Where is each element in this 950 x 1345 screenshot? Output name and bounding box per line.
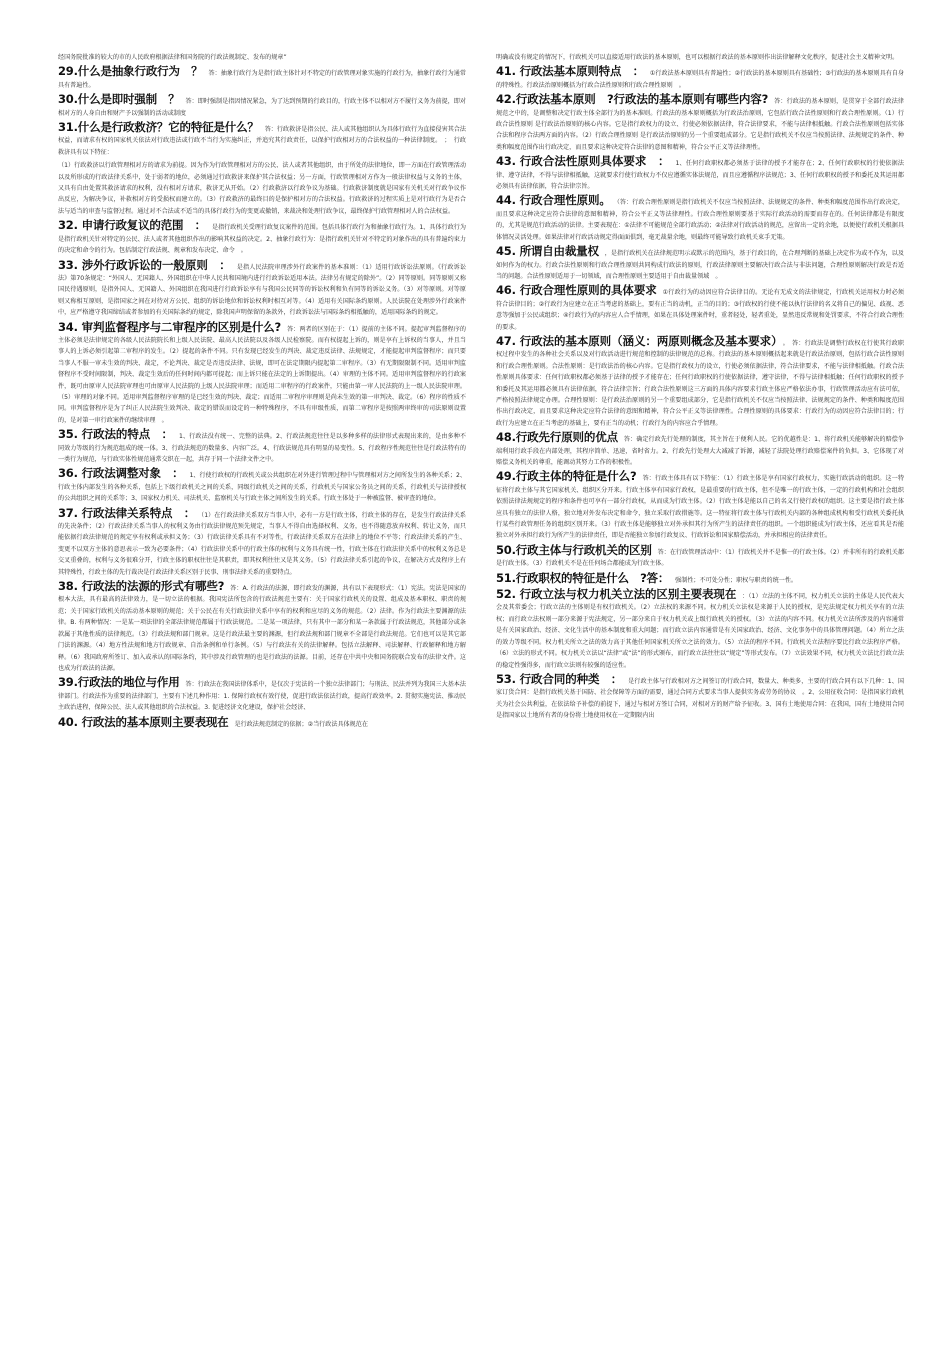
question-heading: 31.什么是行政救济？它的特征是什么？: [58, 120, 259, 135]
question-heading: 51.行政职权的特征是什么 ?答：: [496, 570, 670, 585]
question-paragraph: [496, 333, 904, 429]
question-paragraph: [496, 195, 904, 243]
question-paragraph: [58, 468, 466, 504]
answer-text: 答：在行政管理活动中：（1）行政机关并不是惟一的行政主体。（2）并非所有的行政机关都是行政主体。（3）行政机关不是在任何场合都能成为行政主体。: [496, 548, 904, 568]
question-paragraph: [58, 220, 466, 256]
answer-text: （答：行政合理性原则是指行政机关不仅应当按照法律、法规规定的条件、种类和幅度范围作出行政决定，而且要求这种决定应符合法律的意图和精神，符合公平正义等法律理性。行政合理性原则要基于实际行政活动的需要而存在的。任何法律都是有限度的，尤其是规范行政活动的法律。主要表现在：①法律不可能规范全部行政活动；②法律对行政活动的规范，应留出一定的余地，以便使行政机关根据具体情况灵活处理。如果法律对行政活动规定得面面俱到，毫无裁量余地，则最终可能导致行政机关束手无策。: [496, 199, 904, 241]
question-paragraph: [496, 66, 904, 91]
answer-text: ：（1）立法的主体不同，权力机关立法的主体是人民代表大会及其常委会；行政立法的主体则是有权行政机关。（2）立法权的来源不同。权力机关立法权是来源于人民的授权，是宪法规定权力机关享有的立法权；而行政立法权则一部分来源于宪法规定，另一部分来自于权力机关或上级行政机关的授权。（3）立法的内容不同。权力机关立法所涉及的内容通常是有关国家政治、经济、文化生活中的基本制度和重大问题；而行政立法内容通常是有关国家政治、经济、文化事务中的具体管理问题。（4）所立之法的效力等级不同。权力机关所立之法的效力高于其他任何国家机关所立之法的效力。（5）立法的程序不同。行政机关立法程序要比行政立法程序严格。（6）立法的形式不同。权力机关立法以“法律”或“法”的形式颁布，而行政立法往往以“规定”等形式发布。（7）立法效果不同，权力机关立法比行政立法的稳定性强得多，而行政立法则有较强的适应性。: [496, 593, 904, 669]
answer-text: 1、行使行政权的行政机关或公共组织在对外进行管理过程中与管理相对方之间所发生的各种关系；2、行政主体内部发生的各种关系，包括上下级行政机关之间的关系，同级行政机关之间的关系，行政机关与国家公务员之间的关系，行政机关与法律授权的公共组织之间的关系等；3、国家权力机关、司法机关、监察机关与行政主体之间所发生的关系。行政主体处于一种被监督、被审查的地位。: [58, 472, 466, 503]
question-paragraph: [58, 505, 466, 578]
question-paragraph: [496, 285, 904, 333]
question-heading: 45. 所谓自由裁量权: [496, 244, 599, 259]
question-paragraph: [58, 94, 466, 119]
question-heading: 43. 行政合法性原则具体要求 ：: [496, 154, 670, 169]
question-paragraph: [496, 542, 904, 570]
question-paragraph: [496, 570, 904, 586]
question-paragraph: [496, 246, 904, 282]
answer-text: 明确或没有规定的情况下，行政机关可以直接适用行政法的基本原则，也可以根据行政法的基本原则作出法律解释文化秩序，促进社会主义精神文明。: [496, 54, 899, 61]
question-heading: 47. 行政法的基本原则（涵义：两原则概念及基本要求）: [496, 333, 777, 348]
answer-text: 答：两者的区别在于：（1）提前的主体不同。提起审判监督程序的主体必须是法律规定的各级人民法院院长和上级人民法院、最高人民法院以及各级人民检察院。而有权提起上诉的，则是享有上诉权的当事人，并且当事人的上诉必须引起第二审程序的发生。（2）提起的条件不同。只有发现已经发生的判决、裁定违反法律、法规规定，才能提起审判监督程序；而只要当事人不服一审未生效的判决、裁定，不论判决、裁定是否违反法律、法规，即可在法定期限内提起第二审程序。（3）有无期限限制不同。适用审判监督程序不受时间限制，判决、裁定生效后的任何时间内都可提起；而上诉只能在法定的上诉期提出。（4）审理的主体不同。适用审判监督程序的行政案件，既可由原审人民法院审理也可由原审人民法院的上级人民法院审理；而适用二审程序的行政案件，只能由第一审人民法院的上一级人民法院审理。（5）审理的对象不同。适用审判监督程序审理的是已经生效的判决、裁定；而适用二审程序审理则是尚未生效的第一审判决、裁定。（6）程序的性质不同。审判监督程序是为了纠正人民法院生效判决、裁定的错误而设定的一种特殊程序，不具有审级性质，而第二审程序是按照两审终审的司法原则设置的，是对第一审行政案件的继续审理 。: [58, 325, 466, 424]
answer-text: 是指人民法院审理涉外行政案件的基本准则：（1）适用行政诉讼法原则。《行政诉讼法》第70条规定：“外国人、无国籍人、外国组织在中华人民共和国境内进行行政诉讼适用本法。法律另有规定的除外”。（2）同等原则。同等原则又称国民待遇原则，是指外国人、无国籍人、外国组织在我国进行行政诉讼享有与我国公民同等的诉讼权利和负有同等的诉讼义务。（3）对等原则。对等原则又称相互原则，是指国家之间在对待对方公民、组织的诉讼地位和诉讼权利时相互对等。（4）适用有关国际条约原则。人民法院在处理涉外行政案件中，应严格遵守我国缔结或者参加的有关国际条约的规定，除我国声明保留的条款外，行政诉讼法与国际条约相抵触的，适用国际条约的规定。: [58, 263, 466, 317]
question-paragraph: [58, 319, 466, 427]
answer-text: 答：确定行政先行处理的制度，其主旨在于便利人民。它的优越性是：1、将行政机关能够解决的赔偿争端利用行政手段在内部处理，其程序简单、迅速，省时省力。2、行政先行处理大大减减了诉源，减轻了法院处理行政赔偿案件的负担。3、它体现了对赔偿义务机关的尊重，能调动其努力工作的积极性。: [496, 436, 904, 466]
question-paragraph: [58, 677, 466, 713]
answer-text: ①行政法基本原则具有普遍性；②行政法的基本原则具有基础性；③行政法的基本原则具有自身的特殊性。行政法治原则概括为行政合法性原则和行政合理性原则 。: [496, 70, 904, 89]
left-column: [58, 52, 466, 1292]
question-heading: 53. 行政合同的种类 ：: [496, 671, 623, 686]
question-heading: 44. 行政合理性原则。: [496, 193, 611, 208]
answer-text: 答：抽象行政行为是指行政主体针对不特定的行政管理对象实施的行政行为，抽象行政行为通常具有普遍性。: [58, 70, 466, 89]
answer-text: 答：行政主体具有以下特征：（1）行政主体是享有国家行政权力，实施行政活动的组织。这一特征将行政主体与其它国家机关、组织区分开来。行政主体享有国家行政权，是最重要的行政主体，但不是唯一的行政主体，一定的行政机构和社会组织依照法律法规规定的程序和条件也可享有一部分行政权，从而成为行政主体。（2）行政主体是能以自己的名义行使行政权的组织。这主要是指行政主体应具有独立的法律人格，独立地对外发布决定和命令，独立采取行政措施等。这一特征将行政主体与行政机关内部的各种组成机构和受行政机关委托执行某些行政管理任务的组织区别开来。（3）行政主体是能够独立对外承担其行为所产生的法律责任的组织。一个组织能成为行政主体，还应看其是否能独立对外承担行政行为所产生的法律责任，即是否能独立参加行政复议、行政诉讼和国家赔偿活动，并承担相应的法律责任。: [496, 475, 904, 540]
answer-text: 强制性；不可处分性；职权与职责的统一性。: [675, 576, 798, 584]
question-paragraph: [58, 257, 466, 319]
question-paragraph: [58, 66, 466, 91]
answer-text: 是行政主体与行政相对方之间签订的行政合同，数量大、种类多，主要的行政合同有以下几种：1、国家订货合同：是指行政机关基于国防、社会保障等方面的需要，通过合同方式要求当事人提供实务或劳务的协议 。2、公用征收合同：是指国家行政机关为社会公共利益，在依法给予补偿的前提下，通过与相对方签订合同，对相对方的财产给予征收。3、国有土地使用合同：在我国，国有土地使用合同是指国家以土地所有者的身份将土地使用权在一定期限内出: [496, 677, 904, 720]
text-paragraph: [496, 52, 904, 63]
question-heading: 42.行政法基本原则 ?行政法的基本原则有哪些内容?: [496, 92, 769, 107]
question-heading: 34. 审判监督程序与二审程序的区别是什么?: [58, 319, 282, 334]
answer-text: 是行政法规范制定的依据；②当行政法具体规范在: [234, 720, 368, 728]
question-heading: 29.什么是抽象行政行为 ？: [58, 64, 203, 79]
question-heading: 38. 行政法的法源的形式有哪些?: [58, 579, 225, 594]
answer-text: 。 答：行政法是调整行政权在行使其行政职权过程中发生的各种社会关系以及对行政活动进行规范和控制的法律规范的总称。行政法的基本原则概括起来就是行政法治原则，包括行政合法性原则和行政合理性原则。合法性原则：是行政法治的核心内容。它是指行政权力的设立，行使必须依据法律，符合法律要求，不能与法律相抵触。行政合法性原则具体要求：任何行政职权都必须基于法律的授予才能存在；任何行政职权的行使依据法律，遵守法律，不得与法律相抵触；任何行政职权的授予和委托及其运用都必须具有法律依据，符合法律宗旨；行政合法性原则这三方面的具体内容要求行政主体应严格依法办事，行政管理活动应有法可依，严格按照法律规定办理。合理性原则：是行政法治原则的另一个重要组成部分，它是指行政机关不仅应当按照法律、法规规定的条件、种类和幅度范围作出行政决定，而且要求这种决定应符合法律的意图和精神，符合公平正义等法律理性。合理性原则的具体要求：行政行为的动因应符合法律目的；行政行为应建立在正当考虑的基础上，要有正当的动机；行政行为的内容应合乎情理。: [496, 339, 904, 427]
answer-text: ，是指行政机关在法律规范明示或默示的范围内，基于行政目的，在合理判断的基础上决定作为或不作为，以及如何作为的权力。行政合法性原则和行政合理性原则共同构成行政法的原则，行政法律原则主要解决行政合法与非法问题，合理性原则解决行政是否适当的问题。合法性原则适用于一切领域，而合理性原则主要适用于自由裁量领域 。: [496, 250, 904, 280]
question-paragraph: [496, 671, 904, 722]
question-paragraph: [58, 581, 466, 674]
question-paragraph: [496, 94, 904, 153]
question-paragraph: [496, 432, 904, 468]
answer-text: 答：即时强制是指因情况紧急，为了达到预期的行政目的，行政主体不以相对方不履行义务为前提，即对相对方的人身自由和财产予以强制的活动或制度: [58, 98, 466, 117]
answer-text: 答：A. 行政法的法源，即行政发的渊源，共有以下表现形式：（1）宪法。宪法是国家的根本大法，具有最高的法律效力，是一切立法的根据。我国宪法所包含的行政法规范主要有：关于国家行政机关的设置、组成及基本职权、职责的规范；关于国家行政机关的活动基本原则的规范；关于公民在有关行政法律关系中享有的权利和应尽的义务的规范。（2）法律。作为行政法主要渊源的法律。B. 有两种情况：一是某一项法律的全部法律规范都属于行政法规范。二是某一项法律，只有其中一部分和某一条款属于行政法规范，其他部分或条款属于其他性质的法律规范。（3）行政法规和部门规章。这是行政法最主要的渊源，但行政法规和部门规章不全部是行政法规范。它们也可以是其它部门法的渊源。（4）地方性法规和地方行政规章、自治条例和单行条例。（5）与行政法有关的法律解释。包括立法解释、司法解释、行政解释和地方解释。（6）我国政府所签订、加入或承认的国际条约，其中涉及行政管理的也是行政法的法源。目前，还存在中共中央和国务院联合发布的法律文件。这也成为行政法的法源。: [58, 585, 466, 672]
question-heading: 33. 涉外行政诉讼的一般原则 ：: [58, 257, 231, 272]
text-paragraph: [58, 160, 466, 217]
question-heading: 30.什么是即时强制 ？: [58, 92, 180, 107]
question-paragraph: [58, 122, 466, 158]
question-heading: 32. 申请行政复议的范围 ：: [58, 218, 206, 233]
question-heading: 50.行政主体与行政机关的区别: [496, 542, 652, 557]
answer-text: （1）行政救济以行政管理相对方的请求为前提。因为作为行政管理相对方的公民、法人或者其他组织，由于所处的法律地位，即一方面在行政管理活动以及所形成的行政法律关系中，处于弱者的地位，必须通过行政救济来保护其合法权益；另一方面，行政管理相对方作为一般法律权益与义务的主体，又具有自由处置其救济请求的权利，没有相对方请求，救济无从开始。（2）行政救济以行政争议为基础。行政救济制度就是国家有关机关对行政争议作出反应，为解决争议，补救相对方的受损权而建立的。（3）行政救济的最终目的是保护相对方的合法权益。行政救济的过程实质上是对行政行为是否合法与适当的审查与监督过程。通过对不合法或不适当的具体行政行为的变更或撤销，来裁决和处理行政争议，最终保护行政管理相对人的合法权益。: [58, 162, 466, 215]
answer-text: （1）在行政法律关系双方当事人中，必有一方是行政主体，行政主体的存在，是发生行政法律关系的先决条件；（2）行政法律关系当事人的权利义务由行政法律规范预先规定，当事人不得自由选择权利、义务，也不得随意放弃权利、转让义务，而只能依据行政法律规范的规定享有权利或承担义务；（3）行政法律关系具有不对等性，行政法律关系双方在法律上的地位不平等；行政法律关系的产生、变更不以双方主体的意思表示一致为必要条件；（4）行政法律关系中的行政主体的权利与义务具有统一性，行政主体在行政法律关系中的权利义务总是交叉重叠的，权利与义务很难分开，行政主体的职权往往是其职责，即其权利往往又是其义务。（5）行政法律关系引起的争议，在解决方式及程序上有其特殊性，行政主体的先行裁决是行政法律关系区别于民事、刑事法律关系的重要特点。: [58, 511, 466, 576]
question-paragraph: [496, 156, 904, 192]
question-heading: 41. 行政法基本原则特点 ：: [496, 64, 644, 79]
question-paragraph: [58, 429, 466, 465]
question-heading: 39.行政法的地位与作用: [58, 675, 180, 690]
question-heading: 48.行政先行原则的优点: [496, 430, 618, 445]
answer-text: 1、行政法没有统一、完整的法典。2、行政法规范往往是以多种多样的法律形式表现出来的，是由多种不同效力等级的行为规范组成的统一体。3、行政法规范的数量多、内容广泛。4、行政法规范具有明显的易变性。5、行政程序性规范往往是行政法特有的一类行为规范，与行政实体性规范通常交织在一起，共存于同一个法律文件之中。: [58, 433, 466, 463]
question-heading: 40. 行政法的基本原则主要表现在: [58, 714, 229, 729]
answer-text: ①行政行为的动因应符合法律目的。无论有无成文的法律规定，行政机关运用权力时必须符合法律目的；②行政行为应建立在正当考虑的基础上，要有正当的动机，正当的目的；③行政权的行使不能以执行法律的名义将自己的偏见、歧视、恶意等强加于公民或组织；④行政行为的内容应人合乎情理，如果在具体处理案件时，重者轻处，轻者重处，显然违反常规和处罚要求，不符合行政合理性的要求。: [496, 289, 904, 331]
right-column: [496, 52, 904, 1292]
text-paragraph: [58, 52, 466, 63]
answer-text: 答：行政法在我国法律体系中，是仅次于宪法的一个独立法律部门；与刑法、民法并列为我国三大基本法律部门。行政法作为重要的法律部门，主要有下述几种作用：1. 保障行政权有效行使，促进行政法依法行政，提高行政效率。2. 贯彻实施宪法、推动民主政治进程，保障公民、法人或其他组织的合法权益。3. 促进经济文化建设，保护社会经济、: [58, 681, 466, 712]
question-heading: 46. 行政合理性原则的具体要求: [496, 283, 657, 298]
question-heading: 49.行政主体的特征是什么?: [496, 469, 637, 484]
answer-text: 答：行政法的基本原则，是贯穿于全部行政法律规范之中的，是调整和决定行政主体全部行为的基本准则。行政法的基本原则概括为行政法治原则，它包括行政合法性原则和行政合理性原则。（1）行政合法性原则 是行政法治原则的核心内容。它是指行政权力的设立、行使必须依据法律，符合法律要求，不能与法律相抵触。行政合法性原则包括实体合法和程序合法两方面的内容。（2）行政合理性原则 是行政法治原则的另一个重要组成部分。它是指行政机关不仅应当按照法律、法规规定的条件、种类和幅度范围作出行政决定，而且要求这种决定符合法律的意图和精神，符合公平正义等法律理性。: [496, 98, 904, 151]
question-paragraph: [58, 714, 466, 730]
question-heading: 36. 行政法调整对象 ：: [58, 466, 184, 481]
answer-text: 答：行政救济是指公民、法人或其他组织认为具体行政行为直接侵害其合法权益，而请求有权的国家机关依法对行政违法或行政不当行为实施纠正，并追究其行政责任，以保护行政相对方的合法权益的一种法律制度。 ； 行政救济具有以下特征：: [58, 126, 466, 156]
answer-text: 是指行政机关受理行政复议案件的范围。包括具体行政行为和抽象行政行为。1、具体行政行为是指行政机关针对特定的公民、法人或者其他组织作出的影响其权益的决定。2、抽象行政行为：是指行政机关针对不特定的对象作出的具有普遍约束力的决定和命令的行为。包括制定行政法规、规章和发布决定、命令 。: [58, 224, 466, 255]
question-paragraph: [496, 471, 904, 541]
question-paragraph: [496, 589, 904, 671]
answer-text: 1、任何行政职权都必须基于法律的授予才能存在；2、任何行政职权的行使依据法律、遵守法律，不得与法律相抵触，这就要求行使行政权力不仅应遵循实体法规范，而且应遵循程序法规范；3、任何行政职权的授予和委托及其运用都必须具有法律依据，符合法律宗旨。: [496, 160, 904, 191]
question-heading: 37. 行政法律关系特点 ：: [58, 505, 196, 520]
question-heading: 35. 行政法的特点 ：: [58, 427, 173, 442]
question-heading: 52. 行政立法与权力机关立法的区别主要表现在: [496, 587, 737, 602]
answer-text: 经国务院批准的较大的市的人民政府根据法律和国务院的行政法规制定、发布的规章”: [58, 54, 287, 61]
